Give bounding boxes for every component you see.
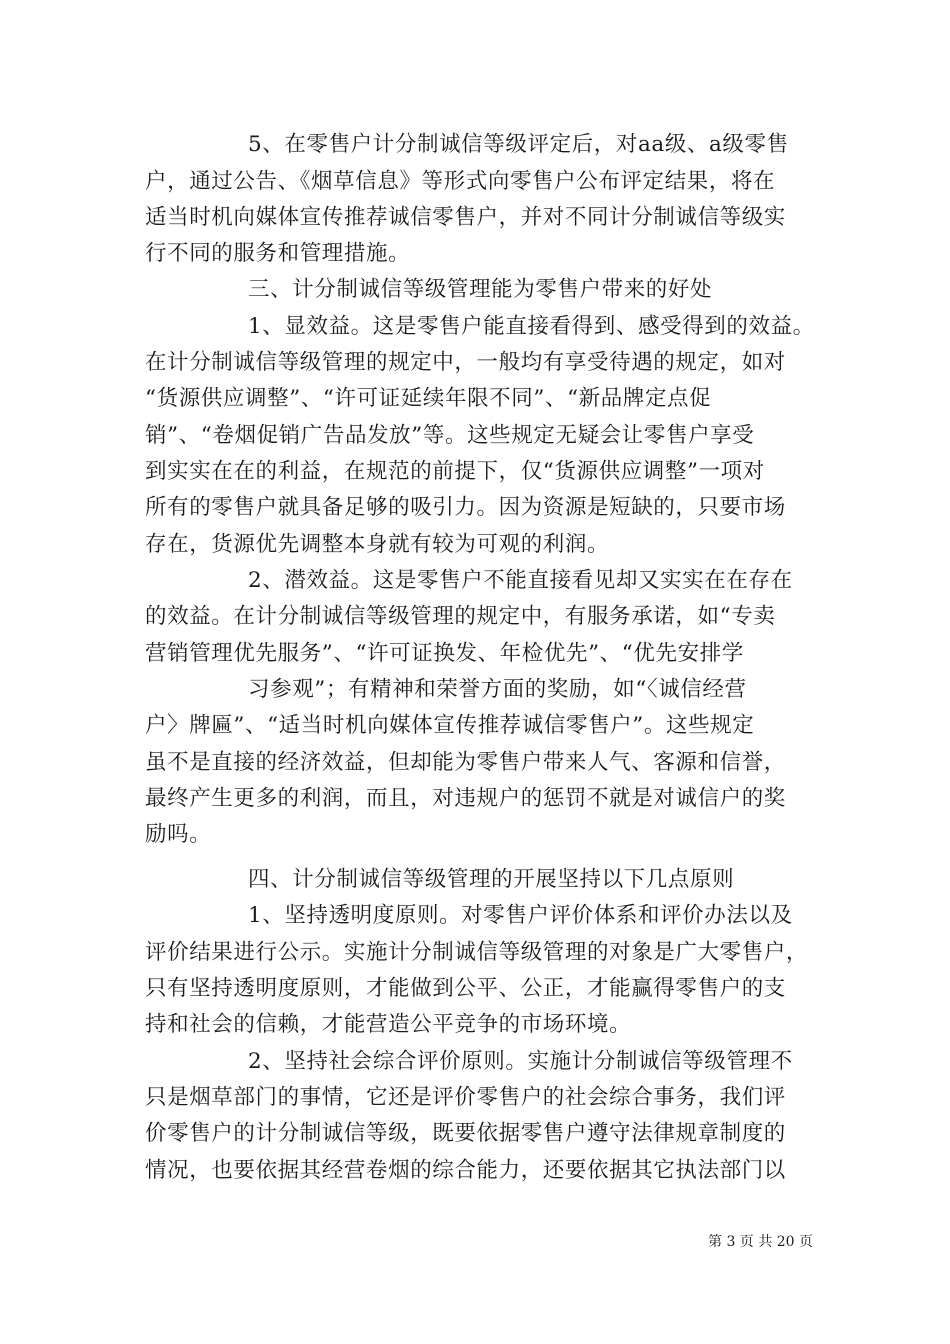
text-line: 户，通过公告、《烟草信息》等形式向零售户公布评定结果，将在 xyxy=(145,169,776,194)
text-line: 评价结果进行公示。实施计分制诚信等级管理的对象是广大零售户， xyxy=(145,940,809,965)
page-number: 第 3 页 共 20 页 xyxy=(708,1234,813,1250)
text-line: 在计分制诚信等级管理的规定中，一般均有享受待遇的规定，如对 xyxy=(145,350,786,375)
text-line: “货源供应调整”、“许可证延续年限不同”、“新品牌定点促 xyxy=(145,386,712,411)
text-line: 最终产生更多的利润，而且，对违规户的惩罚不就是对诚信户的奖 xyxy=(145,786,786,811)
text-line: 销”、“卷烟促销广告品发放”等。这些规定无疑会让零售户享受 xyxy=(145,423,755,448)
section-heading: 四、计分制诚信等级管理的开展坚持以下几点原则 xyxy=(248,867,735,892)
text-line: 所有的零售户就具备足够的吸引力。因为资源是短缺的，只要市场 xyxy=(145,495,786,520)
section-heading: 三、计分制诚信等级管理能为零售户带来的好处 xyxy=(248,277,713,302)
text-line: 营销管理优先服务”、“许可证换发、年检优先”、“优先安排学 xyxy=(145,641,744,666)
text-line: 情况，也要依据其经营卷烟的综合能力，还要依据其它执法部门以 xyxy=(145,1158,786,1183)
text-line: 5、在零售户计分制诚信等级评定后，对aa级、a级零售 xyxy=(248,132,789,157)
text-line: 只有坚持透明度原则，才能做到公平、公正，才能赢得零售户的支 xyxy=(145,976,786,1001)
text-line: 持和社会的信赖，才能营造公平竞争的市场环境。 xyxy=(145,1012,632,1037)
text-line: 1、显效益。这是零售户能直接看得到、感受得到的效益。 xyxy=(248,314,815,339)
text-line: 适当时机向媒体宣传推荐诚信零售户，并对不同计分制诚信等级实 xyxy=(145,205,786,230)
text-line: 存在，货源优先调整本身就有较为可观的利润。 xyxy=(145,532,610,557)
text-line: 2、潜效益。这是零售户不能直接看见却又实实在在存在 xyxy=(248,568,793,593)
text-line: 行不同的服务和管理措施。 xyxy=(145,241,411,266)
text-line: 励吗。 xyxy=(145,822,212,847)
text-line: 户〉牌匾”、“适当时机向媒体宣传推荐诚信零售户”。这些规定 xyxy=(145,713,755,738)
text-line: 只是烟草部门的事情，它还是评价零售户的社会综合事务，我们评 xyxy=(145,1085,786,1110)
text-line: 习参观”；有精神和荣誉方面的奖励，如“〈诚信经营 xyxy=(248,677,747,702)
text-line: 的效益。在计分制诚信等级管理的规定中，有服务承诺，如“专卖 xyxy=(145,604,776,629)
text-line: 虽不是直接的经济效益，但却能为零售户带来人气、客源和信誉， xyxy=(145,750,786,775)
text-line: 2、坚持社会综合评价原则。实施计分制诚信等级管理不 xyxy=(248,1049,793,1074)
text-line: 价零售户的计分制诚信等级，既要依据零售户遵守法律规章制度的 xyxy=(145,1121,786,1146)
text-line: 1、坚持透明度原则。对零售户评价体系和评价办法以及 xyxy=(248,903,793,928)
text-line: 到实实在在的利益，在规范的前提下，仅“货源供应调整”一项对 xyxy=(145,459,765,484)
